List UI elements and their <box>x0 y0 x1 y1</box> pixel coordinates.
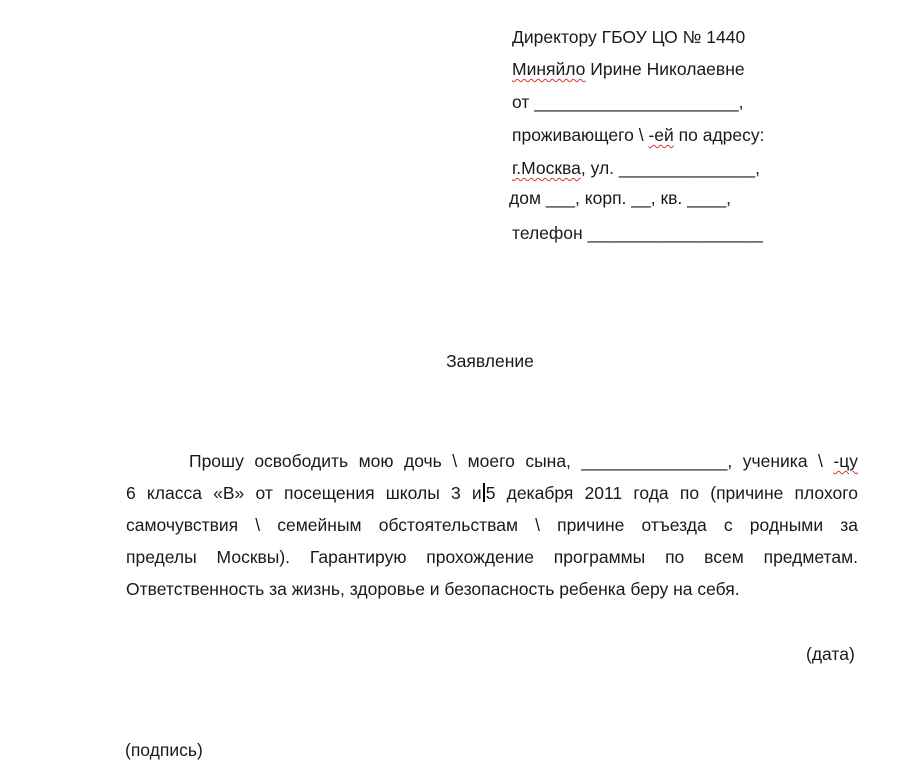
residence-label-pre: проживающего \ <box>512 125 649 145</box>
body-line-3: самочувствия \ семейным обстоятельствам \ причине отъезда с родными за <box>126 515 858 535</box>
spellcheck-word: Миняйло <box>512 59 586 79</box>
document-title: Заявление <box>446 351 534 371</box>
address-house-field: дом ___, корп. __, кв. ____, <box>509 188 731 208</box>
spellcheck-word: -ей <box>648 125 674 145</box>
residence-label <box>512 124 765 146</box>
residence-label-post: по адресу: <box>673 125 765 145</box>
body-line-5: Ответственность за жизнь, здоровье и безопасность ребенка беру на себя. <box>126 579 740 599</box>
body-line-1-text: Прошу освободить мою дочь \ моего сына, _______________, ученика \ <box>189 451 834 471</box>
from-field: от _____________________, <box>512 92 744 112</box>
signature-placeholder: (подпись) <box>125 740 203 760</box>
spellcheck-word: г.Москва <box>512 158 581 178</box>
addressee-name <box>512 58 745 80</box>
phone-field: телефон __________________ <box>512 223 763 243</box>
address-street-field <box>512 157 760 179</box>
body-line-1 <box>189 450 858 472</box>
addressee-name-rest: Ирине Николаевне <box>585 59 745 79</box>
body-line-2 <box>126 482 858 504</box>
body-line-2-pre: 6 класса «В» от посещения школы 3 и <box>126 483 482 503</box>
addressee-director: Директору ГБОУ ЦО № 1440 <box>512 27 746 47</box>
body-line-4: пределы Москвы). Гарантирую прохождение программы по всем предметам. <box>126 547 858 567</box>
body-line-2-post: 5 декабря 2011 года по (причине плохого <box>485 483 858 503</box>
date-placeholder: (дата) <box>806 644 855 664</box>
text-cursor <box>483 483 485 502</box>
spellcheck-word: -цу <box>833 451 858 471</box>
address-street-rest: , ул. ______________, <box>580 158 761 178</box>
